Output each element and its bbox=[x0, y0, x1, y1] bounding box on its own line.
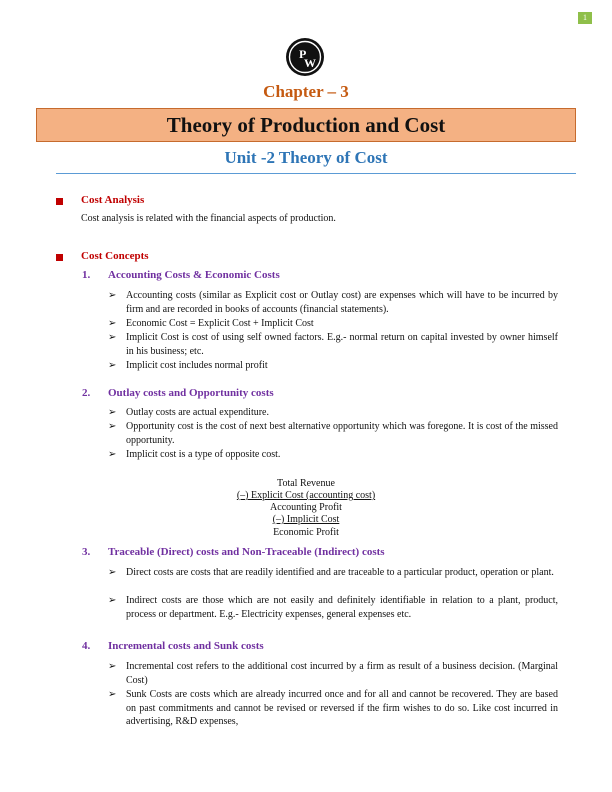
bullet-arrow-icon: ➢ bbox=[108, 567, 117, 578]
bullet-arrow-icon: ➢ bbox=[108, 332, 117, 343]
bullet-arrow-icon: ➢ bbox=[108, 360, 117, 371]
bullet-arrow-icon: ➢ bbox=[108, 689, 117, 700]
section-bullet-square bbox=[56, 254, 63, 261]
bullet-text: Implicit cost includes normal profit bbox=[126, 360, 268, 371]
svg-text:W: W bbox=[304, 56, 316, 70]
svg-text:P: P bbox=[299, 47, 307, 61]
bullet-text: Implicit cost is a type of opposite cost. bbox=[126, 449, 281, 460]
pw-logo bbox=[285, 37, 325, 77]
subsection-number: 4. bbox=[82, 640, 91, 652]
bullet-arrow-icon: ➢ bbox=[108, 290, 117, 301]
subsection-title: Outlay costs and Opportunity costs bbox=[108, 387, 274, 399]
calc-total-revenue: Total Revenue bbox=[277, 478, 335, 489]
subsection-number: 3. bbox=[82, 546, 91, 558]
bullet-arrow-icon: ➢ bbox=[108, 661, 117, 672]
bullet-text: Opportunity cost is the cost of next best alternative opportunity which was foregone. It is cost of the missed opportunity. bbox=[126, 421, 558, 446]
bullet-arrow-icon: ➢ bbox=[108, 407, 117, 418]
subsection-title: Incremental costs and Sunk costs bbox=[108, 640, 264, 652]
page-title: Theory of Production and Cost bbox=[36, 108, 576, 142]
subsection-title: Accounting Costs & Economic Costs bbox=[108, 269, 280, 281]
subsection-number: 1. bbox=[82, 269, 91, 281]
calc-implicit-cost: (–) Implicit Cost bbox=[272, 514, 340, 525]
section-bullet-square bbox=[56, 198, 63, 205]
calc-accounting-profit: Accounting Profit bbox=[270, 502, 342, 513]
unit-heading: Unit -2 Theory of Cost bbox=[224, 148, 388, 167]
divider bbox=[56, 173, 576, 174]
page-number: 1 bbox=[578, 12, 592, 24]
chapter-label: Chapter – 3 bbox=[263, 82, 349, 101]
bullet-text: Sunk Costs are costs which are already incurred once and for all and cannot be recovered. They are based on past commitments and cannot be revised or reversed if the firm wishes to do so. Like cost incurred in advertising, R&D expenses, bbox=[126, 689, 558, 727]
bullet-text: Incremental cost refers to the additional cost incurred by a firm as result of a business decision. (Marginal Cost) bbox=[126, 661, 558, 686]
calc-explicit-cost: (–) Explicit Cost (accounting cost) bbox=[236, 490, 376, 501]
bullet-text: Direct costs are costs that are readily identified and are traceable to a particular product, operation or plant. bbox=[126, 567, 554, 578]
cost-analysis-text: Cost analysis is related with the financial aspects of production. bbox=[81, 213, 336, 224]
bullet-text: Accounting costs (similar as Explicit cost or Outlay cost) are expenses which will have to be incurred by firm and are recorded in books of accounts (financial statements). bbox=[126, 290, 558, 315]
bullet-text: Economic Cost = Explicit Cost + Implicit Cost bbox=[126, 318, 314, 329]
cost-analysis-heading: Cost Analysis bbox=[81, 194, 145, 206]
cost-concepts-heading: Cost Concepts bbox=[81, 250, 149, 262]
pw-logo-icon bbox=[285, 37, 325, 77]
bullet-text: Outlay costs are actual expenditure. bbox=[126, 407, 269, 418]
bullet-arrow-icon: ➢ bbox=[108, 595, 117, 606]
bullet-arrow-icon: ➢ bbox=[108, 421, 117, 432]
subsection-number: 2. bbox=[82, 387, 91, 399]
subsection-title: Traceable (Direct) costs and Non-Traceable (Indirect) costs bbox=[108, 546, 385, 558]
bullet-arrow-icon: ➢ bbox=[108, 318, 117, 329]
bullet-arrow-icon: ➢ bbox=[108, 449, 117, 460]
calc-economic-profit: Economic Profit bbox=[273, 527, 339, 538]
bullet-text: Indirect costs are those which are not easily and definitely identifiable in relation to a plant, product, process or department. E.g.- Electricity expenses, general expenses etc. bbox=[126, 595, 558, 620]
bullet-text: Implicit Cost is cost of using self owned factors. E.g.- normal return on capital invested by owner himself in his business; etc. bbox=[126, 332, 558, 357]
